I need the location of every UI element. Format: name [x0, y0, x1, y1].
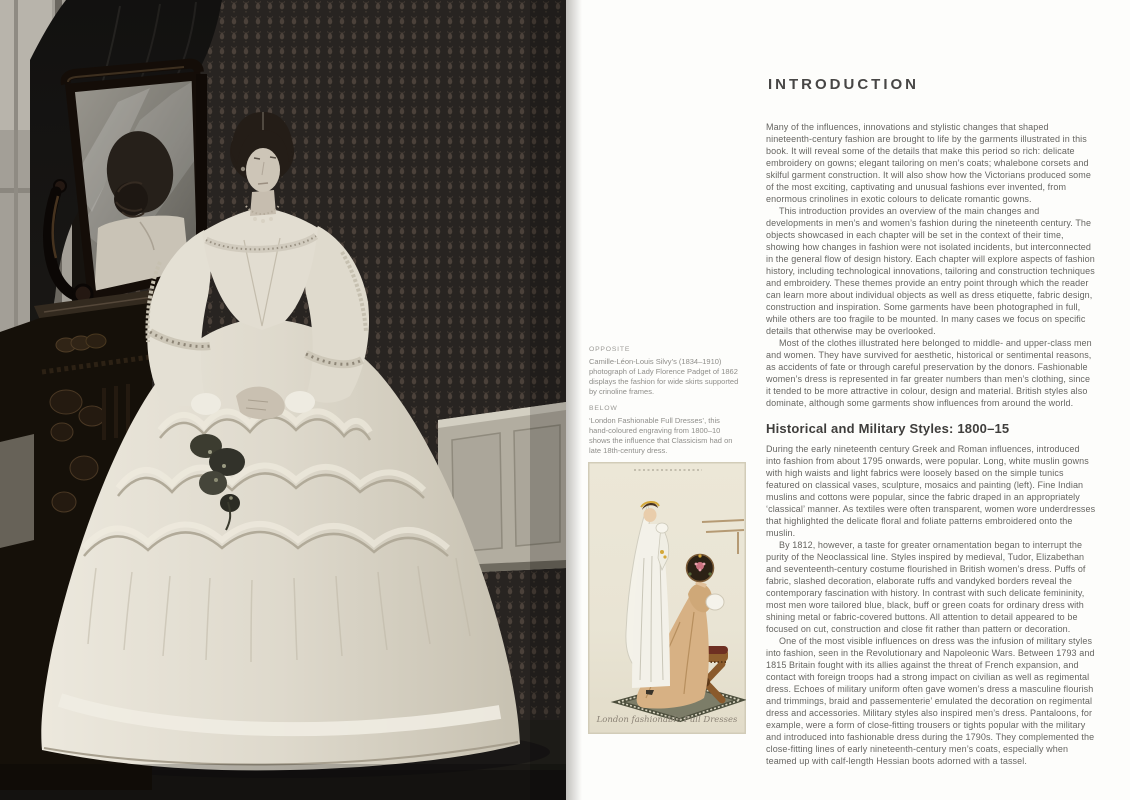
earring: [241, 167, 245, 171]
section-paragraph-2: By 1812, however, a taste for greater ornamentation began to interrupt the purity of the Neoclassical line. Styles inspired by medieval, Tudor, Elizabethan and seventeenth-century costume flourished in British women’s dress. Puffs of fabric, slashed decoration, elaborate ruffs and vandyked borders reveal the contemporary fascination with history. In contrast with such delicate femininity, most men wore tailored blue, black, buff or green coats for ordinary dress with shining metal or fabric-covered buttons. All attention to detail appeared to be focused on cut, construction and close fit rather than pattern or decoration.: [766, 540, 1086, 634]
undersleeve: [285, 391, 315, 413]
caption-opposite-label: OPPOSITE: [589, 346, 631, 353]
page-title: INTRODUCTION: [768, 76, 919, 94]
photo-edge-shade: [530, 0, 566, 800]
section-heading: Historical and Military Styles: 1800–15: [766, 421, 1010, 436]
caption-below-label: BELOW: [589, 405, 618, 412]
intro-paragraph-2: This introduction provides an overview of the main changes and developments in men’s and women’s fashion during the nineteenth century. The objects showcased in each chapter will be set in the context of their time, showing how changes in fashion were not isolated incidents, but interconnected in the general flow of design history. Each chapter will explore aspects of fashion history, including technological innovations, tailoring and construction techniques and embroidery. These themes provide an entry point through which the reader can learn more about individual objects as well as dress etiquette, fabric design, construction and inspiration. Some garments have been photographed in full, while others are too fragile to be mounted. In many cases we focus on specific details that otherwise may be overlooked.: [766, 206, 1095, 336]
intro-paragraph-1: Many of the influences, innovations and stylistic changes that shaped nineteenth-century fashion are brought to life by the garments illustrated in this book. It will reveal some of the details that make this period so rich: delicate embroidery on gowns; elegant tailoring on men’s coats; whalebone corsets and skilful garment construction. It will also show how the Victorians produced some of the most exciting, captivating and unusual fashions ever invented, from enormous crinolines in exotic colours to delicate romantic gowns.: [766, 122, 1091, 204]
main-text-column: [766, 121, 1097, 767]
fashion-plate-engraving: [588, 462, 746, 734]
undersleeve: [191, 393, 221, 415]
caption-below: [589, 404, 741, 456]
right-page: [566, 0, 1130, 800]
caption-opposite-text: Camille-Léon-Louis Silvy’s (1834–1910) photograph of Lady Florence Padget of 1862 displays the fashion for wide skirts supported by crinoline frames.: [589, 357, 739, 396]
intro-paragraph-3: Most of the clothes illustrated here belonged to middle- and upper-class men and women. They have survived for aesthetic, historical or sentimental reasons, as accidents of fate or through careful preservation by the donors. Fashionable women’s dress is represented in far greater numbers than men’s clothing, since it tended to be more attractive in colour, design and material. British styles also dominate, although some garments show influences from around the world.: [766, 338, 1092, 408]
section-paragraph-1: During the early nineteenth century Greek and Roman influences, introduced into fashion from about 1795 onwards, were popular. Long, white muslin gowns with high waists and light fabrics were loosely based on the simple tunics featured on classical vases, sculpture, mosaics and painting (left). Fine Indian muslins and cottons were popular, since the fabric draped in an appropriately ‘classical’ manner. As textiles were often transparent, women wore underdresses that highlighted the delicate floral and foliate patterns embroidered onto the muslin.: [766, 444, 1096, 538]
caption-opposite: [589, 345, 741, 397]
caption-below-text: ‘London Fashionable Full Dresses’, this hand-coloured engraving from 1800–10 shows the influence that Classicism had on late 18th-century dress.: [589, 416, 733, 455]
standing-lady-face: [644, 508, 657, 522]
plate-script-caption: London fashionable Full Dresses: [596, 715, 738, 725]
section-paragraph-3: One of the most visible influences on dress was the infusion of military styles into fashion, seen in the Revolutionary and Napoleonic Wars. Between 1793 and 1815 Britain fought with its allies against the threat of French expansion, and contact with foreign troops had a strong impact on civilian as well as regimental dress. Echoes of military uniform often gave women’s dress a masculine flourish and trimmings, braid and passementerie’ emulated the decoration on regimental dress and accessories. Military styles also inspired men’s dress. Pantaloons, for example, were a form of close-fitting trousers or tights popular with the military and introduced into fashionable dress during the 1790s. They complemented the close-fitting lines of early nineteenth-century men’s coats, especially when teamed up with calf-length Hessian boots adorned with a tassel.: [766, 636, 1095, 766]
